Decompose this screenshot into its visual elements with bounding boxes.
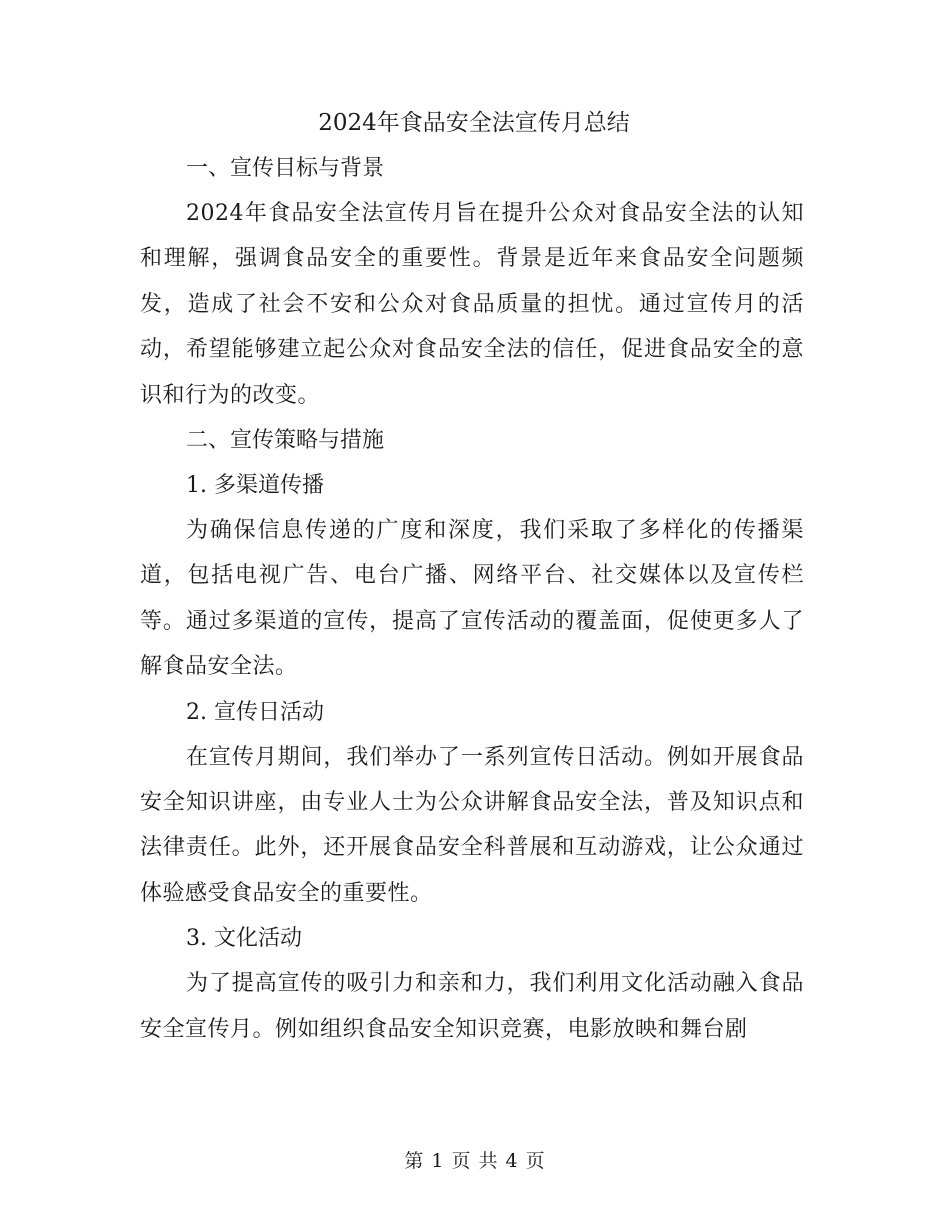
section-heading: 一、宣传目标与背景 [186,156,385,181]
paragraph: 在宣传月期间，我们举办了一系列宣传日活动。例如开展食品安全知识讲座，由专业人士为公众讲解食品安全法，普及知识点和法律责任。此外，还开展食品安全科普展和互动游戏，让公众通过体验感受食品安全的重要性。 [140,744,804,906]
document-title: 2024年食品安全法宣传月总结 [318,110,630,136]
subsection-heading: 1. 多渠道传播 [186,473,324,499]
page-footer: 第 1 页 共 4 页 [404,1150,546,1172]
subsection-heading: 3. 文化活动 [186,926,302,952]
paragraph: 为确保信息传递的广度和深度，我们采取了多样化的传播渠道，包括电视广告、电台广播、网络平台、社交媒体以及宣传栏等。通过多渠道的宣传，提高了宣传活动的覆盖面，促使更多人了解食品安全法。 [140,518,804,680]
paragraph: 为了提高宣传的吸引力和亲和力，我们利用文化活动融入食品安全宣传月。例如组织食品安全知识竞赛，电影放映和舞台剧 [140,971,804,1042]
document-body [140,100,804,1052]
section-heading: 二、宣传策略与措施 [186,428,385,454]
subsection-heading: 2. 宣传日活动 [186,699,324,725]
paragraph: 2024年食品安全法宣传月旨在提升公众对食品安全法的认知和理解，强调食品安全的重要性。背景是近年来食品安全问题频发，造成了社会不安和公众对食品质量的担忧。通过宣传月的活动，希望能够建立起公众对食品安全法的信任，促进食品安全的意识和行为的改变。 [140,201,804,408]
